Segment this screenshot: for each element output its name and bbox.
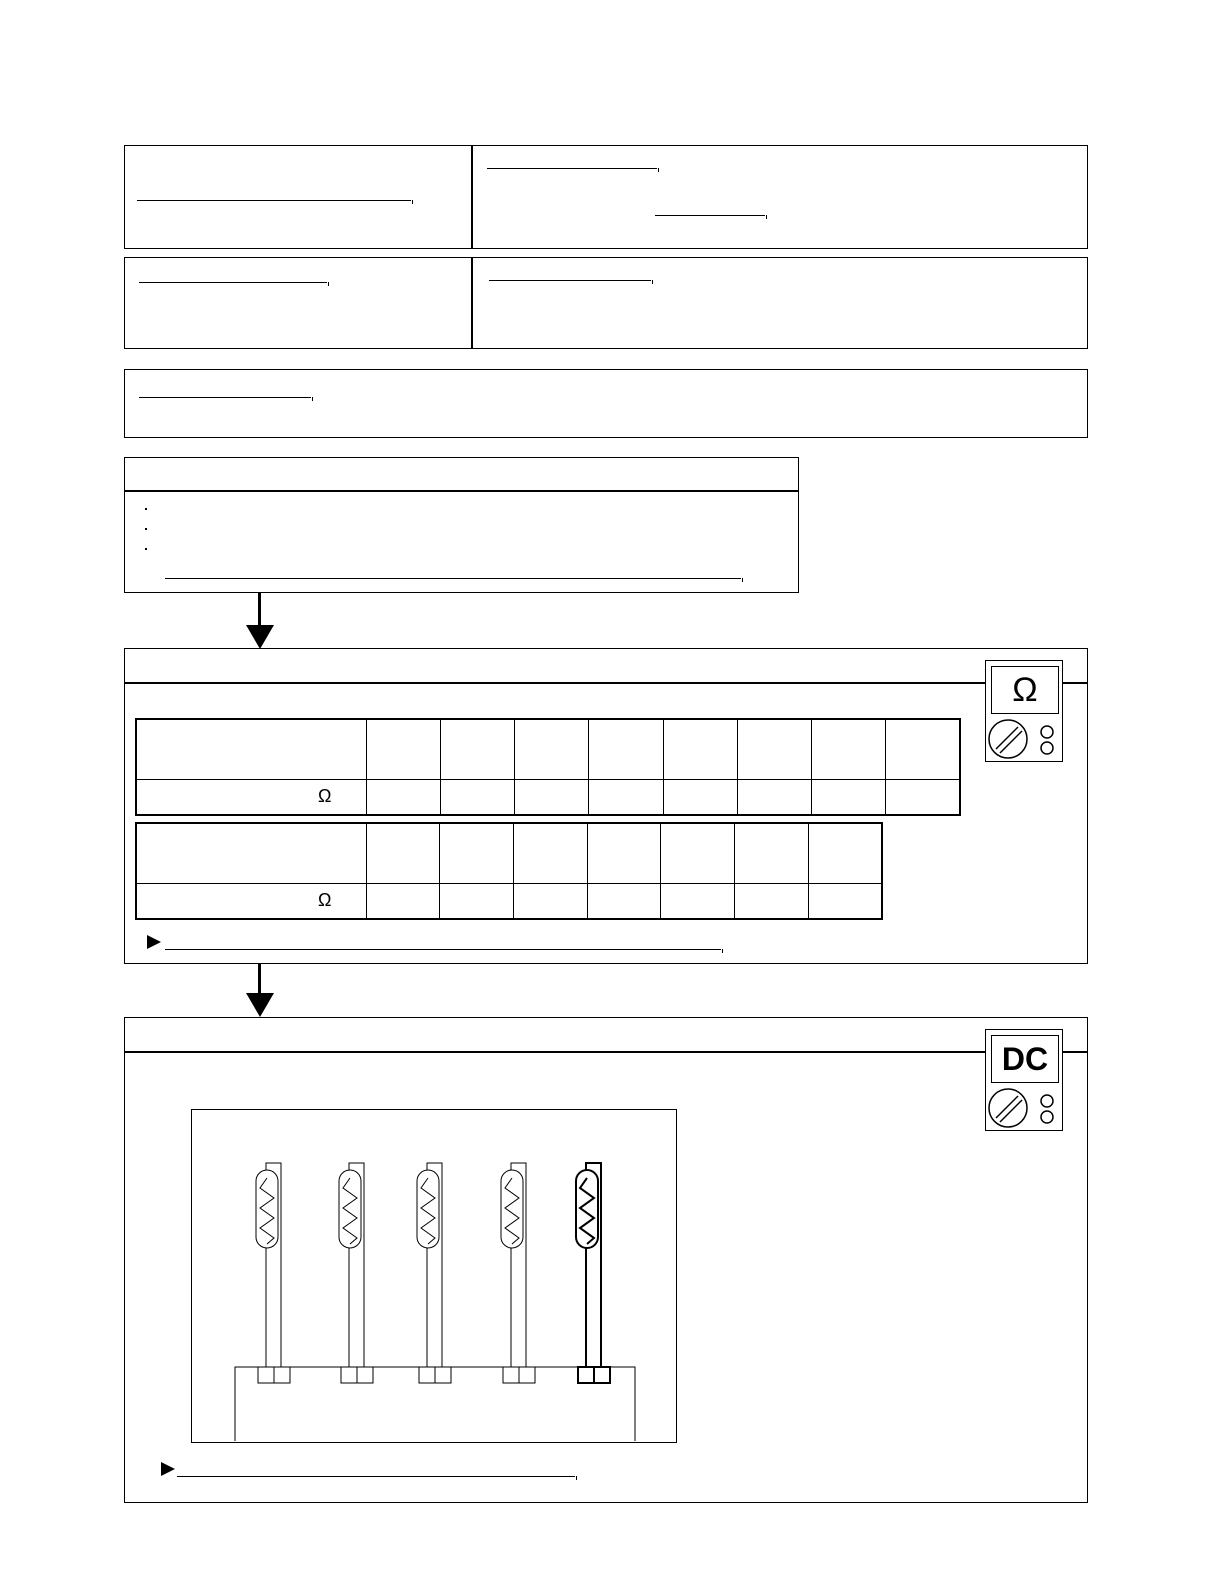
header-row-2-right-field <box>489 280 651 281</box>
table-2-value-cell <box>735 883 809 919</box>
header-row-1 <box>124 145 1088 249</box>
header-row-2-divider <box>471 258 473 348</box>
table-2-header-cell <box>587 823 661 883</box>
resistance-table-1 <box>135 718 961 816</box>
step-3-result-line <box>177 1476 575 1477</box>
step-3-box <box>124 1017 1088 1503</box>
header-row-2 <box>124 257 1088 349</box>
header-row-1-left-field <box>137 200 411 201</box>
table-1-header-cell <box>589 719 663 779</box>
table-2-header-cell <box>661 823 735 883</box>
step-1-header-rule <box>125 490 798 492</box>
table-1-header-cell <box>812 719 886 779</box>
table-1-value-cell <box>737 779 811 815</box>
ohmmeter-display: Ω <box>991 666 1059 714</box>
table-2-header-cell <box>366 823 440 883</box>
connector-diagram <box>191 1109 677 1443</box>
step-2-box <box>124 648 1088 964</box>
table-1-value-cell <box>886 779 960 815</box>
table-1-header-label <box>136 719 366 779</box>
header-row-3-field <box>139 397 311 398</box>
table-1-header-cell <box>440 719 514 779</box>
step-3-header-rule <box>125 1051 1087 1053</box>
table-1-value-cell <box>663 779 737 815</box>
table-2-value-cell <box>513 883 587 919</box>
table-1-unit-label: Ω <box>136 779 366 815</box>
step-1-box <box>124 457 799 593</box>
table-1-value-cell <box>366 779 440 815</box>
probe-connector-illustration <box>192 1110 675 1441</box>
table-2-value-cell <box>440 883 514 919</box>
header-row-1-right-field-top <box>487 168 657 169</box>
flow-arrow-1 <box>246 593 274 649</box>
dc-voltmeter-icon <box>985 1029 1063 1131</box>
step-3-result-marker-icon <box>161 1462 175 1476</box>
header-row-1-right-field-bottom <box>655 215 765 216</box>
ohmmeter-icon <box>985 660 1063 762</box>
table-2-unit-label: Ω <box>136 883 366 919</box>
table-2-header-cell <box>440 823 514 883</box>
bullet-3 <box>145 548 147 550</box>
table-1-header-cell <box>886 719 960 779</box>
table-1-header-cell <box>366 719 440 779</box>
dc-voltmeter-display: DC <box>991 1035 1059 1083</box>
header-row-2-left-field <box>139 282 327 283</box>
table-1-value-cell <box>812 779 886 815</box>
table-2-value-cell <box>366 883 440 919</box>
table-2-header-cell <box>735 823 809 883</box>
flow-arrow-2 <box>246 963 274 1019</box>
table-2-header-cell <box>808 823 882 883</box>
meter-dial-icon <box>986 1086 1064 1132</box>
table-1-header-cell <box>515 719 589 779</box>
step-1-result-line <box>165 578 741 579</box>
step-2-result-line <box>165 949 721 950</box>
table-1-value-cell <box>589 779 663 815</box>
table-1-header-cell <box>737 719 811 779</box>
header-row-3 <box>124 369 1088 438</box>
resistance-table-2 <box>135 822 883 920</box>
table-2-value-cell <box>808 883 882 919</box>
table-2-value-cell <box>587 883 661 919</box>
table-2-value-cell <box>661 883 735 919</box>
step-2-result-marker-icon <box>147 935 161 949</box>
bullet-2 <box>145 528 147 530</box>
header-row-1-divider <box>471 146 473 248</box>
table-1-value-cell <box>440 779 514 815</box>
step-2-header-rule <box>125 682 1087 684</box>
bullet-1 <box>145 508 147 510</box>
meter-dial-icon <box>986 717 1064 763</box>
table-1-value-cell <box>515 779 589 815</box>
table-2-header-label <box>136 823 366 883</box>
table-1-header-cell <box>663 719 737 779</box>
table-2-header-cell <box>513 823 587 883</box>
